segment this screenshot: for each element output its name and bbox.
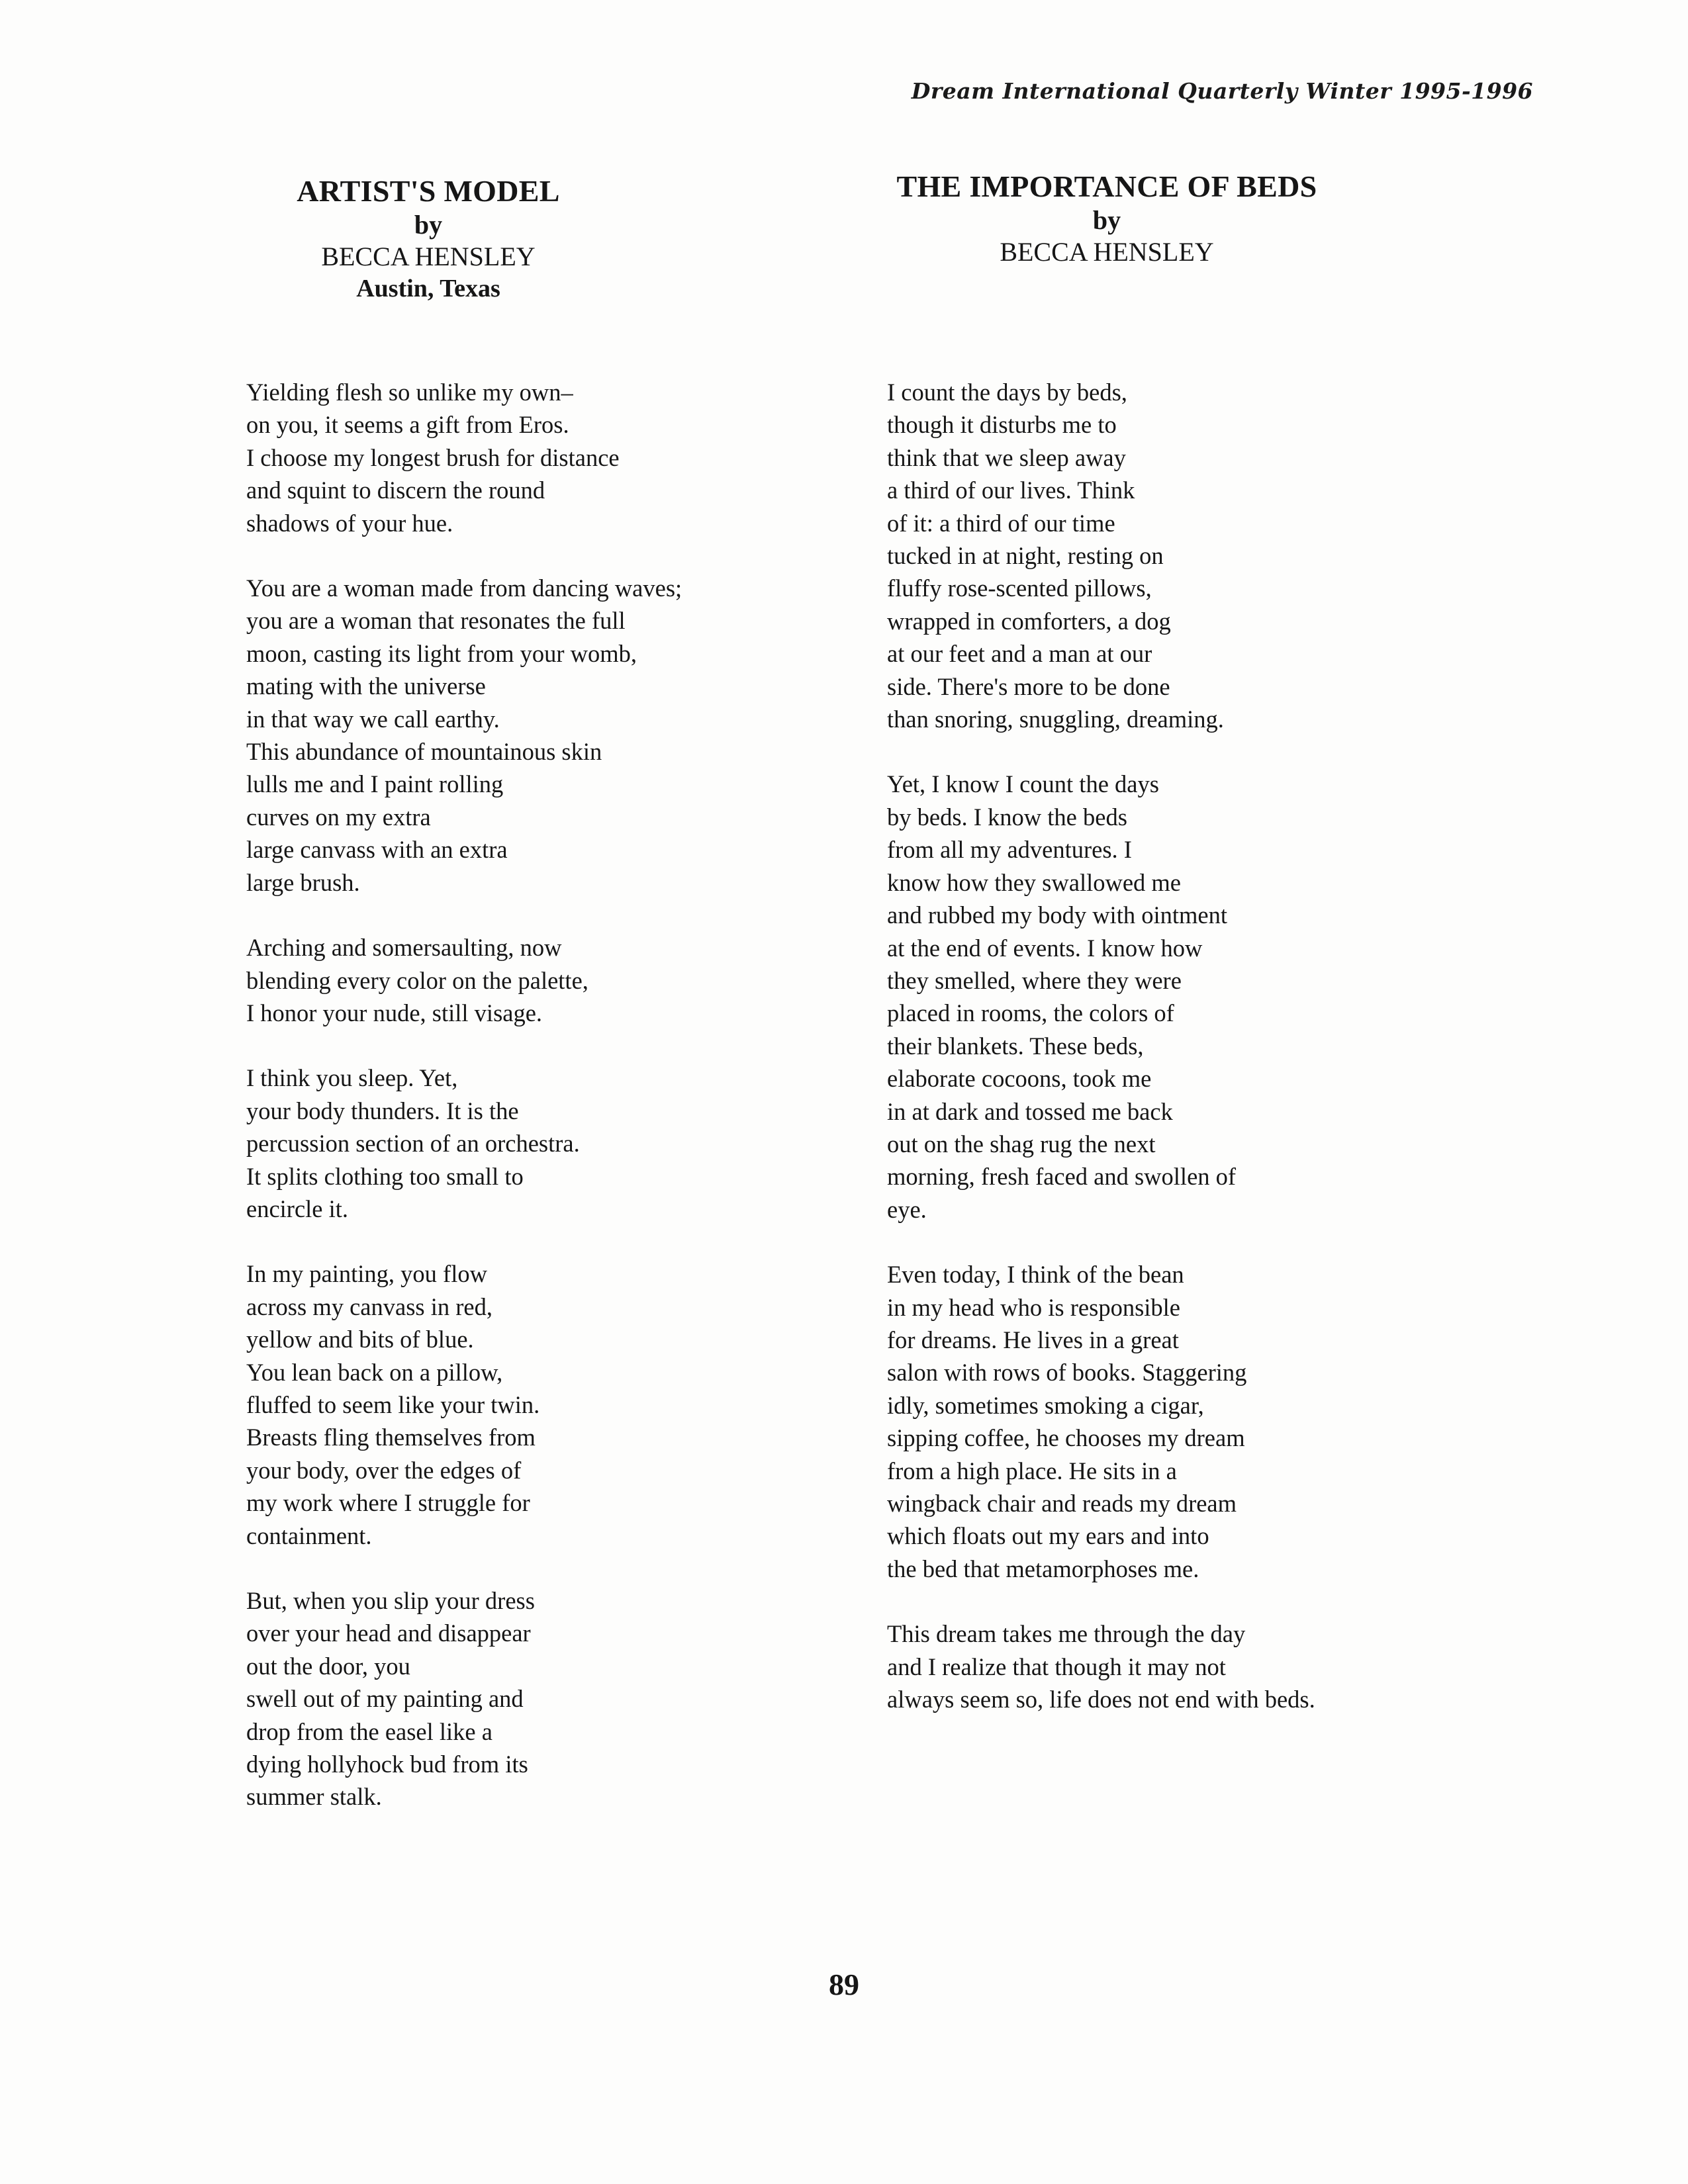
poem-line: tucked in at night, resting on xyxy=(887,542,1164,570)
poem-line: by beds. I know the beds xyxy=(887,803,1127,831)
stanza xyxy=(246,572,682,899)
poem-line: elaborate cocoons, took me xyxy=(887,1065,1152,1093)
poem-line: which floats out my ears and into xyxy=(887,1522,1209,1550)
poem-line: across my canvass in red, xyxy=(246,1293,492,1320)
poem-header xyxy=(137,173,720,304)
poem-line: I honor your nude, still visage. xyxy=(246,999,543,1026)
poem-line: a third of our lives. Think xyxy=(887,477,1135,504)
stanza xyxy=(246,1584,682,1813)
poem-line: I count the days by beds, xyxy=(887,379,1127,406)
poem-line: on you, it seems a gift from Eros. xyxy=(246,411,569,439)
stanza xyxy=(246,931,682,1029)
poem-line: over your head and disappear xyxy=(246,1619,531,1647)
poem-author: BECCA HENSLEY xyxy=(321,242,536,271)
poem-line: You lean back on a pillow, xyxy=(246,1358,503,1386)
poem-line: summer stalk. xyxy=(246,1783,382,1811)
poem-line: It splits clothing too small to xyxy=(246,1162,524,1190)
poem-line: wrapped in comforters, a dog xyxy=(887,607,1171,635)
poem-line: out the door, you xyxy=(246,1652,410,1680)
poem-line: always seem so, life does not end with beds. xyxy=(887,1686,1315,1713)
poem-line: You are a woman made from dancing waves; xyxy=(246,574,682,602)
poem-line: than snoring, snuggling, dreaming. xyxy=(887,705,1224,733)
poem-line: In my painting, you flow xyxy=(246,1260,487,1288)
poem-line: out on the shag rug the next xyxy=(887,1130,1156,1158)
poem-line: and I realize that though it may not xyxy=(887,1653,1226,1680)
poem-line: eye. xyxy=(887,1195,927,1223)
poem-line: shadows of your hue. xyxy=(246,509,453,537)
poem-line: side. There's more to be done xyxy=(887,672,1170,700)
poem-line: your body, over the edges of xyxy=(246,1456,522,1484)
poem-line: from a high place. He sits in a xyxy=(887,1457,1177,1484)
poem-line: placed in rooms, the colors of xyxy=(887,999,1174,1027)
poem-title: THE IMPORTANCE OF BEDS xyxy=(896,169,1317,203)
poem-line: my work where I struggle for xyxy=(246,1489,530,1517)
poem-line: from all my adventures. I xyxy=(887,836,1132,864)
page-number: 89 xyxy=(829,1968,859,2001)
poem-line: at the end of events. I know how xyxy=(887,934,1203,962)
poem-author: BECCA HENSLEY xyxy=(1000,237,1214,267)
poem-line: Arching and somersaulting, now xyxy=(246,934,562,962)
poem-line: large canvass with an extra xyxy=(246,836,508,864)
poem-line: Yielding flesh so unlike my own– xyxy=(246,379,573,406)
stanza xyxy=(887,1617,1315,1715)
poem-line: idly, sometimes smoking a cigar, xyxy=(887,1391,1204,1419)
poem-line: in that way we call earthy. xyxy=(246,705,500,733)
poem-line: the bed that metamorphoses me. xyxy=(887,1555,1199,1582)
poem-line: think that we sleep away xyxy=(887,443,1126,471)
stanza xyxy=(246,376,682,539)
poem-line: and squint to discern the round xyxy=(246,477,545,504)
poem-header xyxy=(809,169,1405,268)
poem-line: and rubbed my body with ointment xyxy=(887,901,1227,929)
poem-line: swell out of my painting and xyxy=(246,1685,524,1713)
stanza xyxy=(246,1062,682,1225)
poem-line: morning, fresh faced and swollen of xyxy=(887,1163,1237,1191)
poem-line: percussion section of an orchestra. xyxy=(246,1130,580,1158)
poem-line: blending every color on the palette, xyxy=(246,966,588,994)
stanza xyxy=(887,768,1315,1226)
poem-line: they smelled, where they were xyxy=(887,966,1182,994)
poem-line: in my head who is responsible xyxy=(887,1293,1181,1321)
stanza xyxy=(887,1258,1315,1585)
poem-line: in at dark and tossed me back xyxy=(887,1097,1173,1125)
poem-line: you are a woman that resonates the full xyxy=(246,607,626,635)
poem-line: fluffed to seem like your twin. xyxy=(246,1390,540,1418)
poem-line: This dream takes me through the day xyxy=(887,1620,1246,1648)
poem-line: lulls me and I paint rolling xyxy=(246,770,504,798)
poem-line: at our feet and a man at our xyxy=(887,640,1152,668)
poem-line: Breasts fling themselves from xyxy=(246,1424,536,1451)
poem-line: drop from the easel like a xyxy=(246,1717,492,1745)
poem-line: your body thunders. It is the xyxy=(246,1097,519,1124)
poem-line: sipping coffee, he chooses my dream xyxy=(887,1424,1245,1452)
stanza xyxy=(246,1257,682,1552)
poem-line: yellow and bits of blue. xyxy=(246,1326,474,1353)
poem-line: fluffy rose-scented pillows, xyxy=(887,574,1152,602)
poem-line: for dreams. He lives in a great xyxy=(887,1326,1179,1353)
poem-line: moon, casting its light from your womb, xyxy=(246,639,637,667)
poem-line: Even today, I think of the bean xyxy=(887,1261,1184,1289)
running-head: Dream International Quarterly Winter 1995-1996 xyxy=(911,78,1533,104)
poem-line: though it disturbs me to xyxy=(887,411,1117,439)
poem-line: curves on my extra xyxy=(246,803,431,831)
stanza xyxy=(887,376,1315,735)
poem-line: dying hollyhock bud from its xyxy=(246,1751,528,1778)
poem-line: encircle it. xyxy=(246,1195,349,1222)
poem-line: I think you sleep. Yet, xyxy=(246,1064,458,1092)
poem-line: know how they swallowed me xyxy=(887,868,1182,896)
poem-line: salon with rows of books. Staggering xyxy=(887,1359,1247,1387)
poem-byline: by xyxy=(1092,205,1121,235)
poem-line: of it: a third of our time xyxy=(887,509,1115,537)
poem-line: their blankets. These beds, xyxy=(887,1032,1144,1060)
poem-line: mating with the universe xyxy=(246,672,486,700)
poem-line: But, when you slip your dress xyxy=(246,1587,535,1614)
poem-title: ARTIST'S MODEL xyxy=(297,174,560,208)
poem-line: wingback chair and reads my dream xyxy=(887,1490,1237,1517)
poem-body xyxy=(887,376,1315,1748)
poem-line: large brush. xyxy=(246,868,360,896)
poem-line: This abundance of mountainous skin xyxy=(246,738,602,766)
poem-byline: by xyxy=(414,210,443,240)
poem-line: Yet, I know I count the days xyxy=(887,770,1159,798)
poem-location: Austin, Texas xyxy=(356,275,500,302)
poem-body xyxy=(246,376,682,1846)
poem-line: containment. xyxy=(246,1522,372,1549)
poem-line: I choose my longest brush for distance xyxy=(246,443,620,471)
